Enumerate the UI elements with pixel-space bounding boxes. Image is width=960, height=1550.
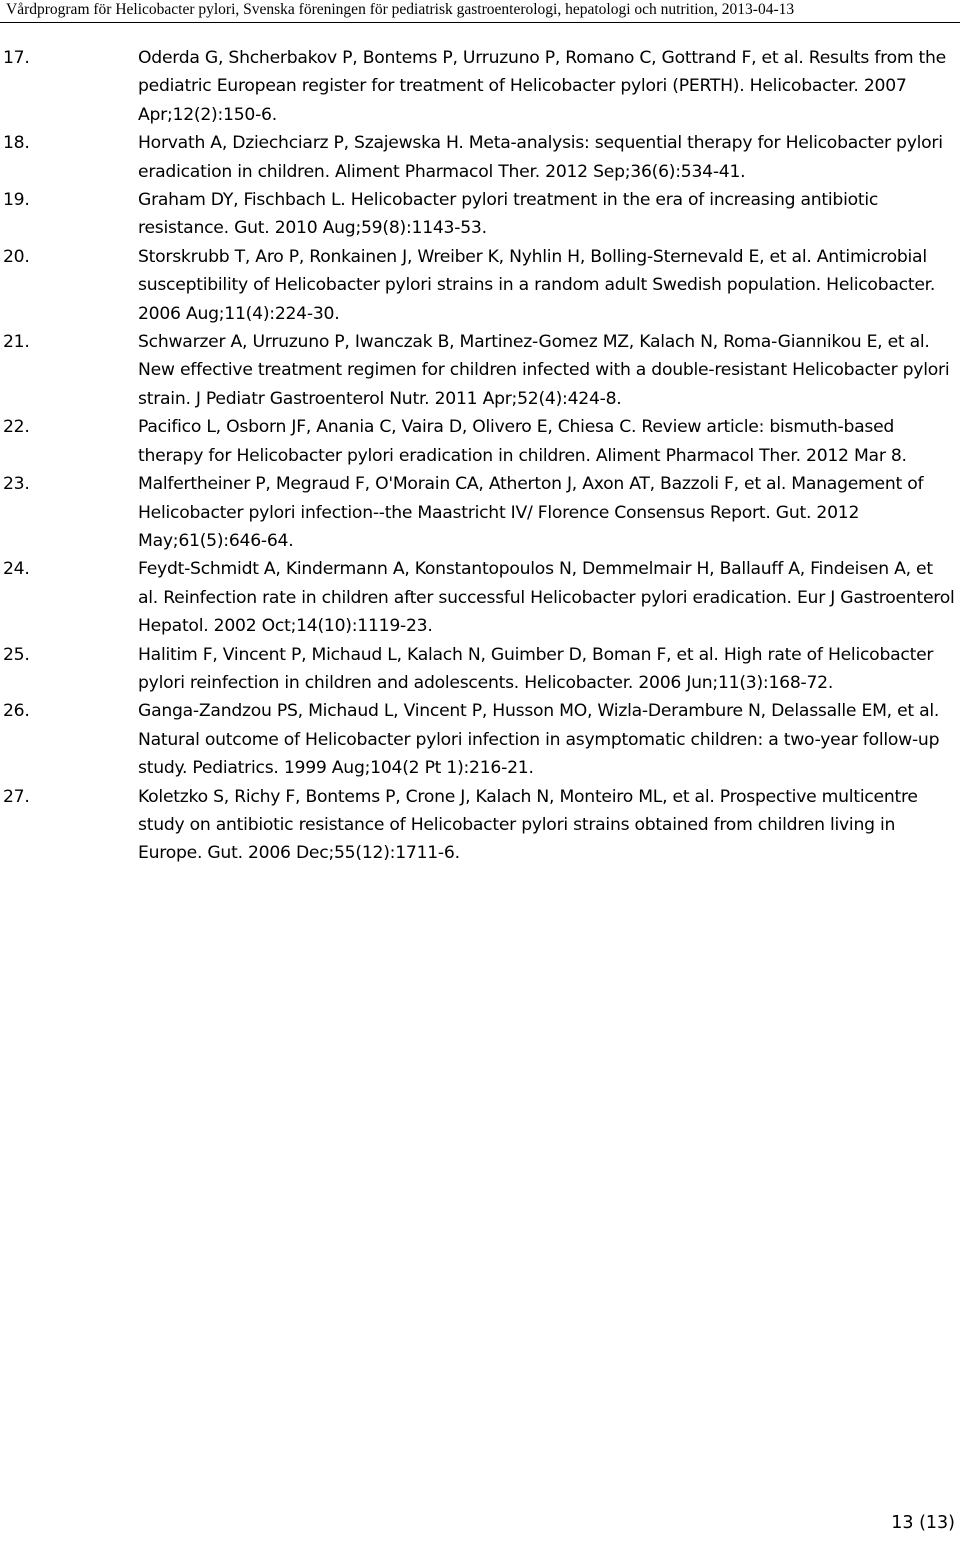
page-number: 13 (13) [891, 1513, 955, 1533]
reference-item [0, 783, 960, 868]
reference-text: Malfertheiner P, Megraud F, O'Morain CA, Atherton J, Axon AT, Bazzoli F, et al. Management of Helicobacter pylori infection--the Maastricht IV/ Florence Consensus Report. Gut. 2012 May;61(5):646-64. [138, 474, 924, 551]
reference-number: 26. [3, 701, 30, 722]
reference-number: 18. [3, 133, 30, 154]
reference-text: Horvath A, Dziechciarz P, Szajewska H. Meta-analysis: sequential therapy for Helicobacter pylori eradication in children. Aliment Pharmacol Ther. 2012 Sep;36(6):534-41. [138, 133, 943, 182]
reference-item [0, 186, 960, 243]
reference-item [0, 697, 960, 782]
reference-item [0, 470, 960, 555]
reference-text: Feydt-Schmidt A, Kindermann A, Konstantopoulos N, Demmelmair H, Ballauff A, Findeisen A, et al. Reinfection rate in children after successful Helicobacter pylori eradication. Eur J Gastroenterol Hepatol. 2002 Oct;14(10):1119-23. [138, 559, 955, 637]
reference-number: 25. [3, 644, 30, 665]
reference-item [0, 129, 960, 186]
header-text: Vårdprogram för Helicobacter pylori, Svenska föreningen för pediatrisk gastroenterologi, hepatologi och nutrition, 2013-04-13 [6, 1, 795, 18]
reference-number: 23. [3, 474, 30, 495]
reference-number: 19. [3, 190, 30, 211]
reference-item [0, 555, 960, 640]
reference-number: 22. [3, 417, 30, 438]
reference-item [0, 243, 960, 328]
reference-item [0, 44, 960, 129]
reference-number: 21. [3, 332, 30, 353]
reference-list [0, 44, 960, 868]
reference-number: 27. [3, 786, 30, 807]
reference-item [0, 328, 960, 413]
reference-text: Ganga-Zandzou PS, Michaud L, Vincent P, Husson MO, Wizla-Derambure N, Delassalle EM, et al. Natural outcome of Helicobacter pylori infection in asymptomatic children: a two-year follow-up study. Pediatrics. 1999 Aug;104(2 Pt 1):216-21. [138, 701, 940, 779]
reference-text: Koletzko S, Richy F, Bontems P, Crone J, Kalach N, Monteiro ML, et al. Prospective multicentre study on antibiotic resistance of Helicobacter pylori strains obtained from children living in Europe. Gut. 2006 Dec;55(12):1711-6. [138, 786, 918, 864]
reference-item [0, 413, 960, 470]
reference-text: Halitim F, Vincent P, Michaud L, Kalach N, Guimber D, Boman F, et al. High rate of Helicobacter pylori reinfection in children and adolescents. Helicobacter. 2006 Jun;11(3):168-72. [138, 644, 934, 693]
reference-text: Storskrubb T, Aro P, Ronkainen J, Wreiber K, Nyhlin H, Bolling-Sternevald E, et al. Antimicrobial susceptibility of Helicobacter pylori strains in a random adult Swedish population. Helicobacter. 2006 Aug;11(4):224-30. [138, 246, 936, 324]
reference-number: 17. [3, 48, 30, 68]
page-header [0, 0, 960, 23]
reference-number: 20. [3, 246, 30, 267]
reference-text: Oderda G, Shcherbakov P, Bontems P, Urruzuno P, Romano C, Gottrand F, et al. Results from the pediatric European register for treatment of Helicobacter pylori (PERTH). Helicobacter. 2007 Apr;12(2):150-6. [138, 48, 946, 125]
reference-number: 24. [3, 559, 30, 580]
reference-item [0, 641, 960, 698]
reference-text: Schwarzer A, Urruzuno P, Iwanczak B, Martinez-Gomez MZ, Kalach N, Roma-Giannikou E, et al. New effective treatment regimen for children infected with a double-resistant Helicobacter pylori strain. J Pediatr Gastroenterol Nutr. 2011 Apr;52(4):424-8. [138, 332, 950, 409]
reference-text: Graham DY, Fischbach L. Helicobacter pylori treatment in the era of increasing antibiotic resistance. Gut. 2010 Aug;59(8):1143-53. [138, 190, 879, 239]
reference-text: Pacifico L, Osborn JF, Anania C, Vaira D, Olivero E, Chiesa C. Review article: bismuth-based therapy for Helicobacter pylori eradication in children. Aliment Pharmacol Ther. 2012 Mar 8. [138, 417, 907, 466]
